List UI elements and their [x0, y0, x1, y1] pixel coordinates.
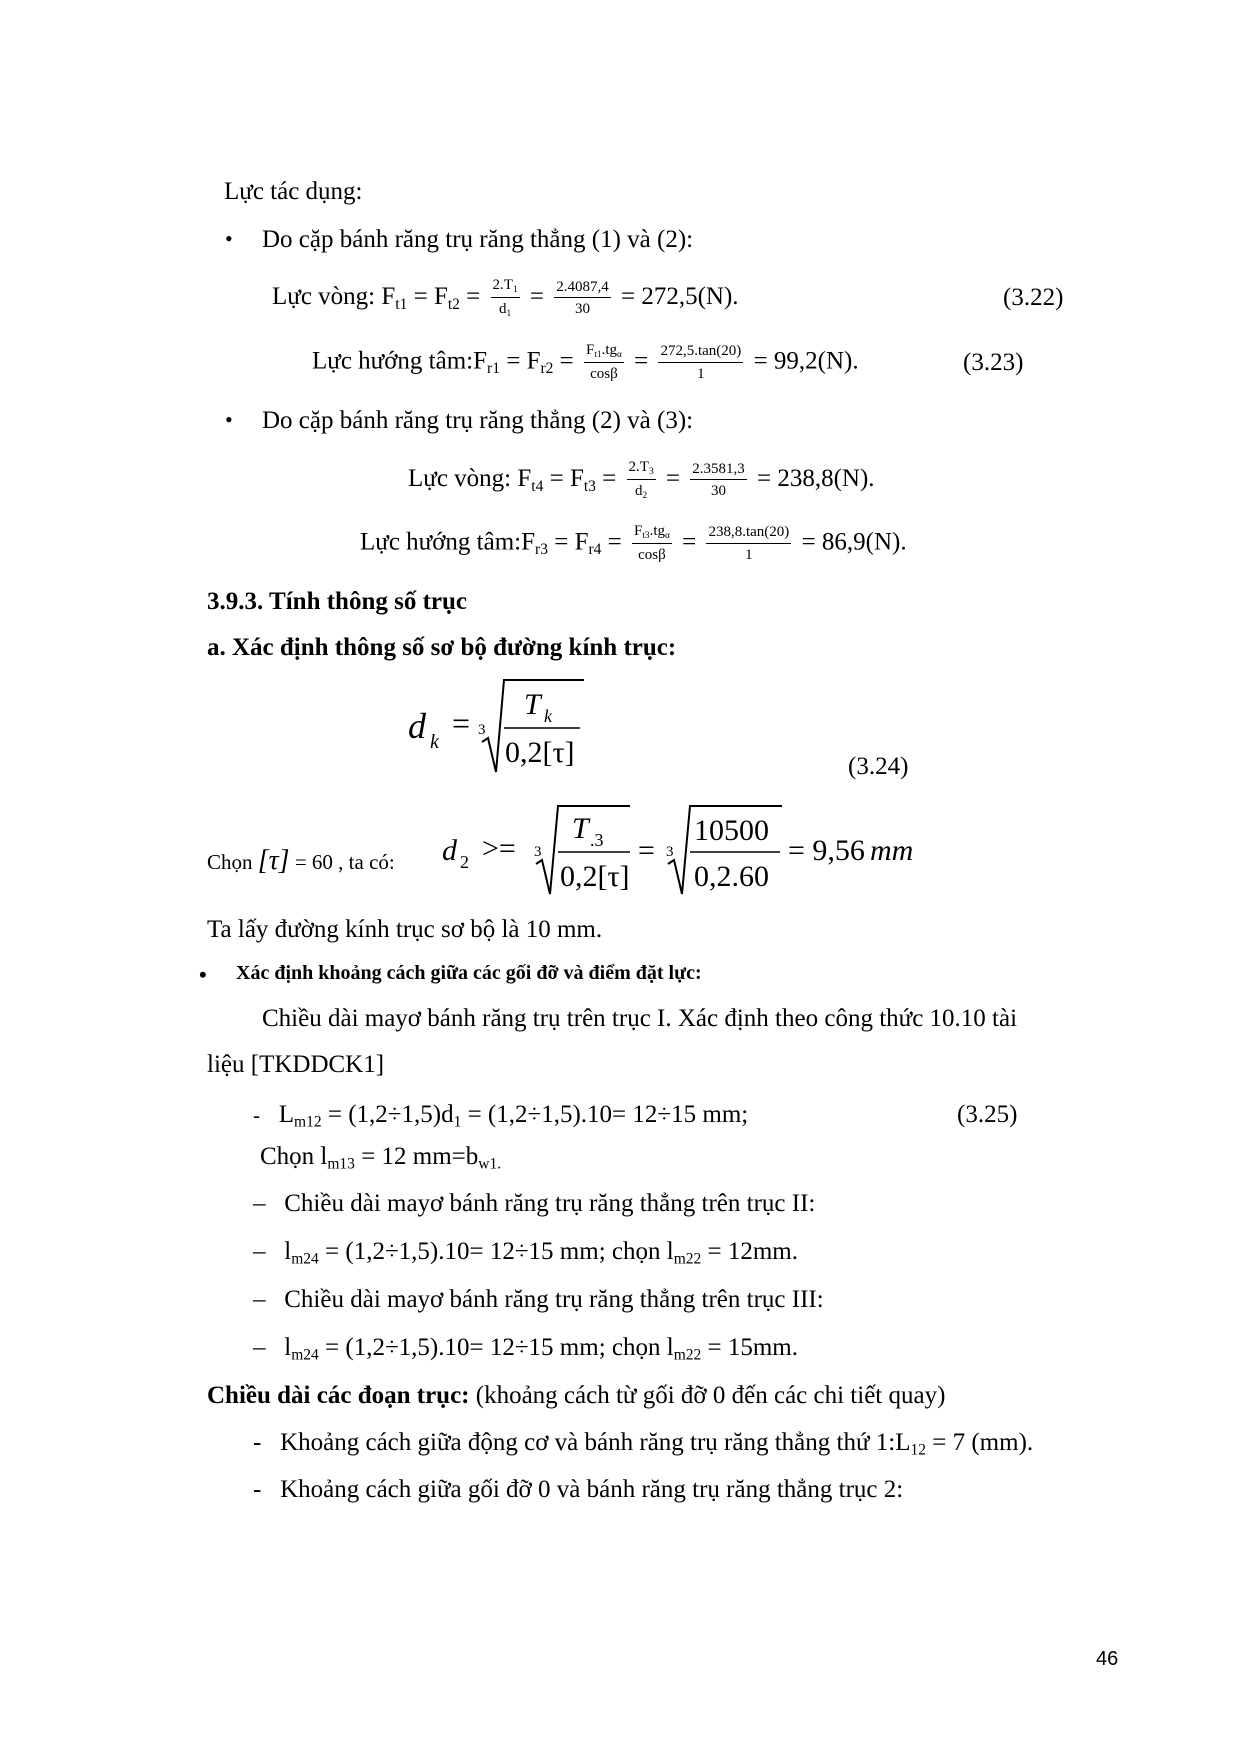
formula-fr12: Lực hướng $tâm:F_{r1} = F_{r2}$ = $\frac{F_{t1}.tg_\alpha}{\cos\beta}$ = $\frac{272,5.\tan(20)}{1}$ = 99,2(N). — [312, 342, 859, 383]
d2-lhs: d — [442, 834, 457, 867]
eq-number-3-22: (3.22) — [1003, 284, 1064, 311]
ft12-lhs1: F — [381, 283, 396, 311]
d2-f1-num-sub: .3 — [590, 830, 604, 850]
shaft-item: - Khoảng cách giữa gối đỡ 0 và bánh răng trụ răng thẳng trục 2: — [253, 1476, 904, 1503]
ft12-frac1: $\frac{2.T_1}{d_1}$ — [492, 277, 518, 320]
lm12-line: - $L_{m12} = (1,2\div 1,5)d_1 = (1,2\div 1,5).10= 12\div 15$ mm; — [253, 1101, 749, 1131]
formula-ft12: Lực vòng: $F_{t1} = F_{t2}$ = $\frac{2.T_1}{d_1}$ = $\frac{2.4087,4}{30}$ = 272,5(N). — [272, 277, 739, 320]
ft12-lhs2-sub: t2 — [447, 295, 460, 313]
eq-number-3-24: (3.24) — [848, 753, 909, 780]
intro-text: Lực tác dụng: — [224, 178, 363, 205]
fr12-result: 99,2(N). — [773, 347, 859, 375]
eq-number-3-25: (3.25) — [957, 1101, 1018, 1128]
choose-tau-text: Chọn [τ] = 60 , ta có: — [207, 845, 395, 876]
fr12-label: Lực hướng tâm: — [312, 347, 474, 375]
para1-line2: liệu [TKDDCK1] — [207, 1051, 385, 1078]
ft34-frac1: $\frac{2.T_3}{d_2}$ — [628, 459, 654, 502]
tau-bracket: [τ] — [257, 845, 290, 876]
formula-d2 — [440, 800, 940, 900]
page-number: 46 — [1096, 1648, 1119, 1670]
d2-root-index-2: 3 — [666, 844, 674, 860]
fr34-result: 86,9(N). — [821, 528, 907, 556]
d2-f1-num: T — [572, 812, 589, 845]
formula-ft34: Lực vòng: $F_{t4} = F_{t3}$ = $\frac{2.T_3}{d_2}$ = $\frac{2.3581,3}{30}$ = 238,8(N). — [408, 459, 875, 502]
dk-num: T — [524, 688, 541, 721]
shaft-lengths-heading: Chiều dài các đoạn trục: (khoảng cách từ gối đỡ 0 đến các chi tiết quay) — [207, 1382, 946, 1409]
dk-num-sub: k — [544, 706, 552, 726]
d2-op: >= — [482, 832, 516, 865]
d2-eq: = — [638, 834, 655, 867]
fr34-frac2: $\frac{238,8.\tan(20)}{1}$ — [708, 523, 790, 563]
ft12-frac2: $\frac{2.4087,4}{30}$ — [556, 278, 609, 318]
d2-unit: mm — [870, 834, 914, 867]
dk-root-index: 3 — [478, 722, 486, 738]
list-item: – $l_{m24} = (1,2\div 1,5).10= 12\div 15$ mm; chọn $l_{m22} = 15mm$. — [253, 1334, 798, 1364]
shaft-item: - Khoảng cách giữa động cơ và bánh răng trụ răng thẳng thứ $1:L_{12} = 7$ (mm). — [253, 1429, 1034, 1459]
d2-result: = 9,56 — [788, 834, 865, 867]
dk-eq: = — [452, 705, 471, 741]
formula-dk — [400, 676, 600, 776]
d2-root-index-1: 3 — [534, 844, 542, 860]
bullet-distance: • Xác định khoảng cách giữa các gối đỡ và điểm đặt lực: — [236, 962, 702, 985]
d2-f2-den: 0,2.60 — [694, 860, 769, 893]
choose-lm13: Chọn $l_{m13} = 12$ $mm=b_{w1.}$ — [260, 1143, 502, 1173]
ft34-result: 238,8(N). — [777, 465, 875, 493]
dk-den: 0,2[τ] — [505, 736, 575, 769]
bullet-pair-12: • Do cặp bánh răng trụ răng thẳng (1) và (2): — [262, 226, 693, 254]
d2-f1-den: 0,2[τ] — [560, 860, 630, 893]
para1-line1: Chiều dài mayơ bánh răng trụ trên trục I. Xác định theo công thức 10.10 tài — [262, 1005, 1018, 1032]
dk-lhs: d — [408, 706, 426, 746]
formula-fr34: Lực hướng $tâm:F_{r3} = F_{r4}$ = $\frac{F_{t3}.tg_\alpha}{\cos\beta}$ = $\frac{238,8.\tan(20)}{1}$ = 86,9(N). — [360, 523, 907, 564]
ft34-frac2: $\frac{2.3581,3}{30}$ — [692, 460, 745, 500]
ft12-result: 272,5(N). — [641, 283, 739, 311]
dk-lhs-sub: k — [430, 731, 439, 753]
fr12-frac2: $\frac{272,5.\tan(20)}{1}$ — [660, 342, 742, 382]
diameter-note: Ta lấy đường kính trục sơ bộ là 10 mm. — [207, 916, 603, 943]
list-item: – Chiều dài mayơ bánh răng trụ răng thẳng trên trục II: — [253, 1190, 816, 1217]
list-item: – $l_{m24} = (1,2\div 1,5).10= 12\div 15$ mm; chọn $l_{m22} = 12mm$. — [253, 1238, 798, 1268]
subsection-a-title: a. Xác định thông số sơ bộ đường kính trục: — [207, 634, 677, 661]
ft12-lhs1-sub: t1 — [395, 295, 408, 313]
fr34-frac1: $\frac{F_{t3}.tg_\alpha}{\cos\beta}$ — [634, 523, 670, 564]
ft12-lhs2: F — [433, 283, 448, 311]
fr12-frac1: $\frac{F_{t1}.tg_\alpha}{\cos\beta}$ — [586, 342, 622, 383]
bullet-pair-23: • Do cặp bánh răng trụ răng thẳng (2) và (3): — [262, 407, 693, 435]
eq-number-3-23: (3.23) — [963, 349, 1024, 376]
ft12-label: Lực vòng: — [272, 283, 382, 311]
section-title: 3.9.3. Tính thông số trục — [207, 588, 468, 615]
d2-f2-num: 10500 — [694, 814, 769, 847]
d2-lhs-sub: 2 — [460, 852, 469, 872]
list-item: – Chiều dài mayơ bánh răng trụ răng thẳng trên trục III: — [253, 1286, 824, 1313]
